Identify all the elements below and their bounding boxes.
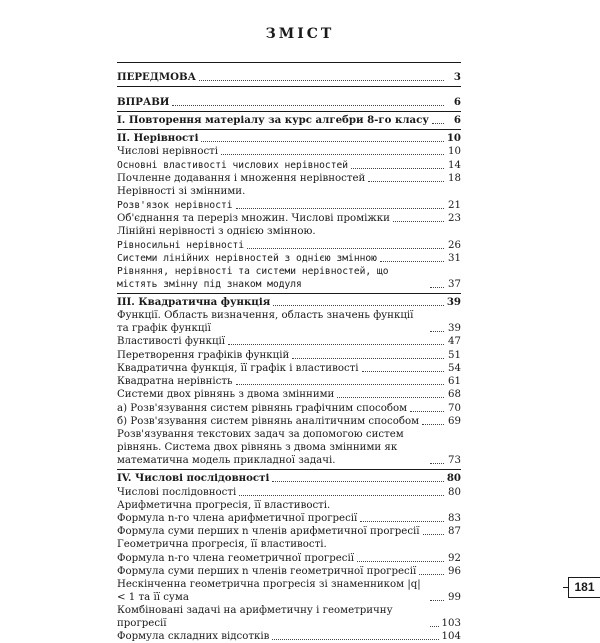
- toc-page-number: 73: [448, 454, 461, 466]
- toc-entry: [117, 212, 461, 225]
- toc-page-number: 10: [446, 132, 461, 145]
- dot-leader: [419, 574, 444, 575]
- section-divider: [117, 86, 461, 87]
- toc-section-heading: [117, 132, 461, 145]
- toc-entry: [117, 578, 461, 604]
- toc-page-number: 83: [448, 513, 461, 525]
- dot-leader: [380, 261, 444, 262]
- dot-leader: [337, 397, 444, 398]
- toc-page-number: 6: [453, 113, 461, 126]
- dot-leader: [236, 208, 444, 209]
- toc-entry-title: Лінійні нерівності з однією змінною.: [117, 226, 316, 238]
- dot-leader: [292, 358, 444, 359]
- toc-entry-title: Рівносильні нерівності: [117, 239, 245, 251]
- section-divider: [117, 111, 461, 112]
- toc-entry-title: Геометрична прогресія, її властивості.: [117, 539, 327, 551]
- toc-entry-title: Перетворення графіків функцій: [117, 349, 290, 361]
- dot-leader: [360, 521, 444, 522]
- toc-entry-title: Формула суми перших n членів геометричної прогресії: [117, 566, 417, 578]
- toc-entry: [117, 335, 461, 348]
- toc-entry-title: Основні властивості числових нерівностей: [117, 159, 349, 171]
- toc-entry-title: Формула n-го члена арифметичної прогресії: [117, 513, 358, 525]
- toc-entry-title: Формула n-го члена геометричної прогресії: [117, 552, 354, 564]
- toc-entry-title: Нескінченна геометрична прогресія зі знаменником |q| < 1 та її сума: [117, 579, 421, 604]
- toc-page-number: 54: [448, 362, 461, 374]
- toc-section-heading: [117, 95, 461, 108]
- toc-page-number: 3: [453, 71, 461, 84]
- toc-entry-title: Розв'язок нерівності: [117, 199, 233, 211]
- dot-leader: [247, 248, 444, 249]
- toc-entry-title: Комбіновані задачі на арифметичну і геометричну прогресії: [117, 605, 393, 630]
- dot-leader: [273, 305, 444, 306]
- toc-entry-title: а) Розв'язування систем рівнянь графічним способом: [117, 402, 408, 414]
- dot-leader: [239, 495, 444, 496]
- toc-entry-title: ПЕРЕДМОВА: [117, 71, 196, 84]
- toc-entry: [117, 375, 461, 388]
- toc-entry: [117, 499, 461, 512]
- toc-section-heading: [117, 71, 461, 84]
- toc-entry-title: Функції. Область визначення, область значень функції та графік функції: [117, 310, 414, 335]
- toc-page-number: 68: [448, 389, 461, 401]
- toc-page-number: 31: [448, 252, 461, 264]
- dot-leader: [432, 123, 444, 124]
- toc-entry: [117, 362, 461, 375]
- dot-leader: [430, 600, 444, 601]
- toc-entry: [117, 145, 461, 158]
- toc-entry-title: III. Квадратична функція: [117, 296, 271, 309]
- page-number: 181: [568, 577, 600, 598]
- toc-page-number: 39: [446, 296, 461, 309]
- toc-entry: [117, 512, 461, 525]
- toc-entry: [117, 158, 461, 171]
- toc-entry: [117, 198, 461, 211]
- toc-entry: [117, 401, 461, 414]
- toc-entry-title: Почленне додавання і множення нерівностей: [117, 173, 366, 185]
- toc-entry: [117, 630, 461, 643]
- toc-page-number: 21: [448, 199, 461, 211]
- toc-page-number: 10: [448, 146, 461, 158]
- toc-entry: [117, 604, 461, 630]
- dot-leader: [272, 639, 438, 640]
- toc-page-number: 69: [448, 415, 461, 427]
- toc-page-number: 87: [448, 526, 461, 538]
- page-title: ЗМІСТ: [265, 26, 335, 42]
- toc-page-number: 80: [446, 472, 461, 485]
- dot-leader: [228, 344, 444, 345]
- toc-entry-title: Числові послідовності: [117, 486, 237, 498]
- toc-entry: [117, 525, 461, 538]
- toc-page-number: 99: [448, 592, 461, 604]
- toc-entry-title: Розв'язування текстових задач за допомогою систем рівнянь. Система двох рівнянь з двома змінними як математична модель прикладної задачі.: [117, 428, 404, 466]
- toc-page-number: 6: [453, 95, 461, 108]
- toc-page-number: 39: [448, 323, 461, 335]
- toc-entry: [117, 185, 461, 198]
- toc-section-heading: [117, 472, 461, 485]
- dot-leader: [362, 371, 444, 372]
- dot-leader: [236, 384, 444, 385]
- dot-leader: [393, 221, 444, 222]
- toc-entry-title: Нерівності зі змінними.: [117, 186, 246, 198]
- section-divider: [117, 293, 461, 294]
- dot-leader: [422, 424, 444, 425]
- toc-page-number: 103: [441, 618, 461, 630]
- toc-entry: [117, 265, 461, 291]
- toc-page-number: 92: [448, 552, 461, 564]
- dot-leader: [201, 141, 443, 142]
- dot-leader: [430, 626, 439, 627]
- toc-page-number: 51: [448, 349, 461, 361]
- toc-entry-title: Формула суми перших n членів арифметичної прогресії: [117, 526, 420, 538]
- dot-leader: [368, 181, 444, 182]
- toc-entry-title: Арифметична прогресія, її властивості.: [117, 499, 331, 511]
- toc-entry-title: Системи двох рівнянь з двома змінними: [117, 389, 335, 401]
- toc-entry-title: Системи лінійних нерівностей з однією змінною: [117, 252, 377, 264]
- toc-entry: [117, 309, 461, 335]
- toc-entry: [117, 538, 461, 551]
- section-divider: [117, 129, 461, 130]
- dot-leader: [172, 105, 444, 106]
- toc-entry-title: Числові нерівності: [117, 146, 219, 158]
- toc-page-number: 23: [448, 212, 461, 224]
- toc-page-number: 104: [441, 631, 461, 643]
- section-divider: [117, 62, 461, 63]
- toc-entry-title: Квадратна нерівність: [117, 376, 233, 388]
- toc-entry: [117, 415, 461, 428]
- dot-leader: [221, 154, 444, 155]
- toc-entry-title: II. Нерівності: [117, 132, 199, 145]
- toc-page-number: 26: [448, 239, 461, 251]
- toc-entry: [117, 238, 461, 251]
- toc-page-number: 14: [448, 159, 461, 171]
- table-of-contents: [117, 60, 461, 643]
- toc-entry-title: Квадратична функція, її графік і властивості: [117, 362, 359, 374]
- toc-entry: [117, 551, 461, 564]
- toc-entry: [117, 485, 461, 498]
- toc-entry: [117, 428, 461, 467]
- toc-entry: [117, 252, 461, 265]
- toc-page-number: 37: [448, 278, 461, 290]
- toc-entry: [117, 225, 461, 238]
- toc-page-number: 47: [448, 336, 461, 348]
- toc-page-number: 18: [448, 173, 461, 185]
- toc-page-number: 96: [448, 566, 461, 578]
- toc-section-heading: [117, 296, 461, 309]
- toc-entry-title: Рівняння, нерівності та системи нерівностей, що містять змінну під знаком модуля: [117, 265, 389, 290]
- toc-section-heading: [117, 114, 461, 127]
- toc-page-number: 61: [448, 376, 461, 388]
- dot-leader: [199, 80, 444, 81]
- dot-leader: [357, 561, 444, 562]
- toc-entry-title: Формула складних відсотків: [117, 631, 270, 643]
- toc-entry-title: б) Розв'язування систем рівнянь аналітичним способом: [117, 415, 420, 427]
- dot-leader: [430, 287, 444, 288]
- dot-leader: [430, 331, 444, 332]
- section-divider: [117, 469, 461, 470]
- toc-entry: [117, 565, 461, 578]
- toc-entry: [117, 388, 461, 401]
- toc-page-number: 70: [448, 402, 461, 414]
- dot-leader: [423, 534, 444, 535]
- toc-page-number: 80: [448, 486, 461, 498]
- toc-entry-title: ВПРАВИ: [117, 95, 170, 108]
- dot-leader: [272, 481, 443, 482]
- toc-entry: [117, 172, 461, 185]
- dot-leader: [351, 168, 444, 169]
- dot-leader: [430, 463, 444, 464]
- toc-entry-title: IV. Числові послідовності: [117, 472, 270, 485]
- toc-entry-title: Властивості функції: [117, 336, 226, 348]
- toc-entry-title: Об'єднання та переріз множин. Числові проміжки: [117, 212, 390, 224]
- toc-entry: [117, 348, 461, 361]
- toc-entry-title: I. Повторення матеріалу за курс алгебри 8-го класу: [117, 113, 429, 126]
- dot-leader: [410, 411, 444, 412]
